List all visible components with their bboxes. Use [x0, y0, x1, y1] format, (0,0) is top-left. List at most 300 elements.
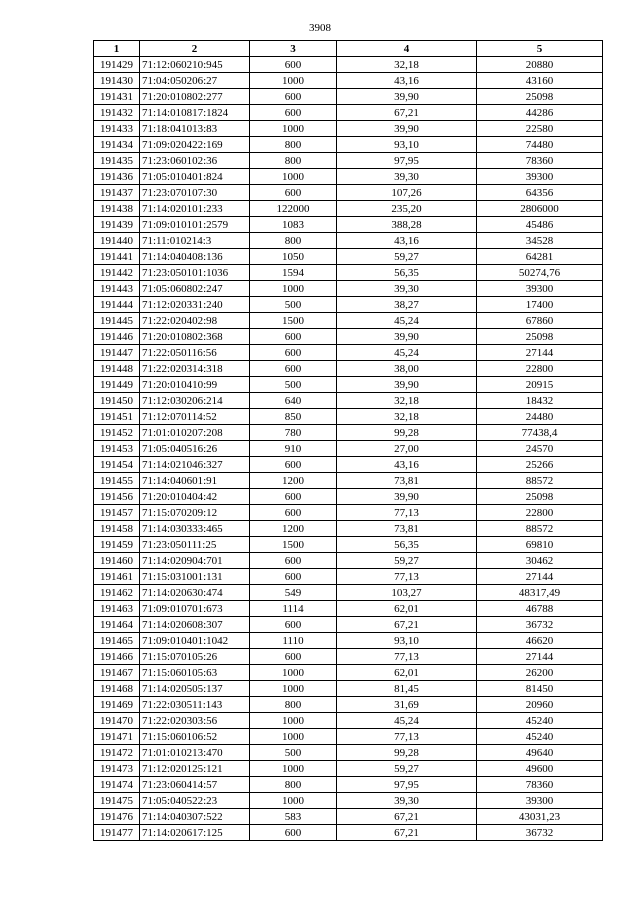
rate-cell: 77,13: [337, 649, 477, 665]
cadastral-number-cell: 71:23:050111:25: [140, 537, 250, 553]
rate-cell: 39,30: [337, 793, 477, 809]
cadastral-number-cell: 71:14:020101:233: [140, 201, 250, 217]
row-number-cell: 191462: [94, 585, 140, 601]
row-number-cell: 191476: [94, 809, 140, 825]
value-cell: 22800: [477, 361, 603, 377]
column-header-4: 4: [337, 41, 477, 57]
table-body: [94, 57, 603, 841]
table-row: [94, 169, 603, 185]
rate-cell: 32,18: [337, 409, 477, 425]
value-cell: 69810: [477, 537, 603, 553]
area-cell: 1000: [250, 729, 337, 745]
cadastral-number-cell: 71:14:020617:125: [140, 825, 250, 841]
cadastral-number-cell: 71:05:040522:23: [140, 793, 250, 809]
row-number-cell: 191461: [94, 569, 140, 585]
rate-cell: 39,90: [337, 489, 477, 505]
table-row: [94, 457, 603, 473]
table-row: [94, 521, 603, 537]
table-row: [94, 505, 603, 521]
area-cell: 1000: [250, 681, 337, 697]
area-cell: 600: [250, 57, 337, 73]
row-number-cell: 191456: [94, 489, 140, 505]
table-row: [94, 809, 603, 825]
rate-cell: 67,21: [337, 617, 477, 633]
table-row: [94, 729, 603, 745]
area-cell: 640: [250, 393, 337, 409]
table-row: [94, 345, 603, 361]
table-row: [94, 361, 603, 377]
table-row: [94, 217, 603, 233]
table-row: [94, 297, 603, 313]
area-cell: 549: [250, 585, 337, 601]
row-number-cell: 191433: [94, 121, 140, 137]
rate-cell: 73,81: [337, 473, 477, 489]
value-cell: 45240: [477, 713, 603, 729]
cadastral-number-cell: 71:15:070105:26: [140, 649, 250, 665]
area-cell: 1000: [250, 713, 337, 729]
value-cell: 78360: [477, 153, 603, 169]
rate-cell: 93,10: [337, 633, 477, 649]
row-number-cell: 191465: [94, 633, 140, 649]
rate-cell: 103,27: [337, 585, 477, 601]
area-cell: 1000: [250, 281, 337, 297]
table-row: [94, 617, 603, 633]
rate-cell: 93,10: [337, 137, 477, 153]
cadastral-number-cell: 71:20:010802:368: [140, 329, 250, 345]
cadastral-number-cell: 71:12:020331:240: [140, 297, 250, 313]
table-row: [94, 745, 603, 761]
rate-cell: 59,27: [337, 553, 477, 569]
table-row: [94, 777, 603, 793]
cadastral-number-cell: 71:05:010401:824: [140, 169, 250, 185]
rate-cell: 27,00: [337, 441, 477, 457]
value-cell: 30462: [477, 553, 603, 569]
cadastral-number-cell: 71:15:031001:131: [140, 569, 250, 585]
row-number-cell: 191442: [94, 265, 140, 281]
area-cell: 122000: [250, 201, 337, 217]
rate-cell: 235,20: [337, 201, 477, 217]
value-cell: 88572: [477, 473, 603, 489]
cadastral-number-cell: 71:01:010207:208: [140, 425, 250, 441]
value-cell: 25098: [477, 329, 603, 345]
table-row: [94, 121, 603, 137]
value-cell: 24480: [477, 409, 603, 425]
area-cell: 800: [250, 697, 337, 713]
cadastral-number-cell: 71:20:010802:277: [140, 89, 250, 105]
cadastral-number-cell: 71:05:040516:26: [140, 441, 250, 457]
table-row: [94, 441, 603, 457]
cadastral-number-cell: 71:14:020608:307: [140, 617, 250, 633]
rate-cell: 77,13: [337, 729, 477, 745]
row-number-cell: 191443: [94, 281, 140, 297]
value-cell: 48317,49: [477, 585, 603, 601]
table-row: [94, 185, 603, 201]
row-number-cell: 191466: [94, 649, 140, 665]
table-row: [94, 633, 603, 649]
rate-cell: 99,28: [337, 425, 477, 441]
table-row: [94, 329, 603, 345]
row-number-cell: 191435: [94, 153, 140, 169]
rate-cell: 62,01: [337, 601, 477, 617]
cadastral-number-cell: 71:15:060106:52: [140, 729, 250, 745]
row-number-cell: 191432: [94, 105, 140, 121]
value-cell: 39300: [477, 169, 603, 185]
area-cell: 600: [250, 105, 337, 121]
value-cell: 39300: [477, 793, 603, 809]
value-cell: 67860: [477, 313, 603, 329]
row-number-cell: 191438: [94, 201, 140, 217]
rate-cell: 59,27: [337, 761, 477, 777]
area-cell: 800: [250, 777, 337, 793]
column-header-5: 5: [477, 41, 603, 57]
table-row: [94, 585, 603, 601]
cadastral-number-cell: 71:14:020505:137: [140, 681, 250, 697]
table-row: [94, 425, 603, 441]
column-header-3: 3: [250, 41, 337, 57]
row-number-cell: 191452: [94, 425, 140, 441]
row-number-cell: 191441: [94, 249, 140, 265]
rate-cell: 77,13: [337, 569, 477, 585]
area-cell: 600: [250, 649, 337, 665]
rate-cell: 97,95: [337, 777, 477, 793]
table-row: [94, 825, 603, 841]
value-cell: 36732: [477, 825, 603, 841]
table-row: [94, 537, 603, 553]
table-row: [94, 697, 603, 713]
row-number-cell: 191440: [94, 233, 140, 249]
row-number-cell: 191434: [94, 137, 140, 153]
area-cell: 800: [250, 137, 337, 153]
rate-cell: 32,18: [337, 393, 477, 409]
rate-cell: 31,69: [337, 697, 477, 713]
page-number: 3908: [309, 22, 331, 34]
rate-cell: 67,21: [337, 809, 477, 825]
row-number-cell: 191430: [94, 73, 140, 89]
table-row: [94, 393, 603, 409]
area-cell: 1000: [250, 121, 337, 137]
table-row: [94, 665, 603, 681]
area-cell: 600: [250, 329, 337, 345]
value-cell: 50274,76: [477, 265, 603, 281]
row-number-cell: 191463: [94, 601, 140, 617]
table-row: [94, 377, 603, 393]
value-cell: 27144: [477, 345, 603, 361]
rate-cell: 43,16: [337, 233, 477, 249]
rate-cell: 39,30: [337, 169, 477, 185]
rate-cell: 67,21: [337, 105, 477, 121]
rate-cell: 39,90: [337, 329, 477, 345]
cadastral-number-cell: 71:18:041013:83: [140, 121, 250, 137]
area-cell: 1000: [250, 665, 337, 681]
rate-cell: 39,90: [337, 121, 477, 137]
area-cell: 850: [250, 409, 337, 425]
table-row: [94, 249, 603, 265]
cadastral-number-cell: 71:22:020402:98: [140, 313, 250, 329]
rate-cell: 45,24: [337, 313, 477, 329]
area-cell: 600: [250, 89, 337, 105]
value-cell: 2806000: [477, 201, 603, 217]
cadastral-number-cell: 71:14:040307:522: [140, 809, 250, 825]
area-cell: 780: [250, 425, 337, 441]
table-row: [94, 57, 603, 73]
cadastral-number-cell: 71:12:030206:214: [140, 393, 250, 409]
rate-cell: 107,26: [337, 185, 477, 201]
row-number-cell: 191472: [94, 745, 140, 761]
value-cell: 36732: [477, 617, 603, 633]
row-number-cell: 191448: [94, 361, 140, 377]
row-number-cell: 191468: [94, 681, 140, 697]
rate-cell: 38,27: [337, 297, 477, 313]
cadastral-number-cell: 71:04:050206:27: [140, 73, 250, 89]
value-cell: 44286: [477, 105, 603, 121]
value-cell: 45240: [477, 729, 603, 745]
cadastral-number-cell: 71:22:020314:318: [140, 361, 250, 377]
cadastral-number-cell: 71:14:020904:701: [140, 553, 250, 569]
row-number-cell: 191457: [94, 505, 140, 521]
row-number-cell: 191429: [94, 57, 140, 73]
area-cell: 600: [250, 457, 337, 473]
area-cell: 800: [250, 233, 337, 249]
area-cell: 600: [250, 185, 337, 201]
area-cell: 1000: [250, 793, 337, 809]
value-cell: 34528: [477, 233, 603, 249]
area-cell: 1000: [250, 169, 337, 185]
table-row: [94, 73, 603, 89]
table-row: [94, 137, 603, 153]
area-cell: 600: [250, 505, 337, 521]
area-cell: 1594: [250, 265, 337, 281]
table-row: [94, 553, 603, 569]
area-cell: 600: [250, 617, 337, 633]
row-number-cell: 191451: [94, 409, 140, 425]
cadastral-number-cell: 71:14:020630:474: [140, 585, 250, 601]
rate-cell: 38,00: [337, 361, 477, 377]
row-number-cell: 191454: [94, 457, 140, 473]
rate-cell: 45,24: [337, 345, 477, 361]
row-number-cell: 191475: [94, 793, 140, 809]
cadastral-number-cell: 71:22:020303:56: [140, 713, 250, 729]
value-cell: 25098: [477, 89, 603, 105]
table-row: [94, 281, 603, 297]
row-number-cell: 191469: [94, 697, 140, 713]
value-cell: 46620: [477, 633, 603, 649]
area-cell: 600: [250, 345, 337, 361]
area-cell: 600: [250, 569, 337, 585]
table-row: [94, 105, 603, 121]
value-cell: 22580: [477, 121, 603, 137]
cadastral-number-cell: 71:09:010701:673: [140, 601, 250, 617]
table-row: [94, 761, 603, 777]
rate-cell: 62,01: [337, 665, 477, 681]
rate-cell: 81,45: [337, 681, 477, 697]
area-cell: 800: [250, 153, 337, 169]
value-cell: 64281: [477, 249, 603, 265]
table-row: [94, 233, 603, 249]
rate-cell: 56,35: [337, 537, 477, 553]
area-cell: 910: [250, 441, 337, 457]
rate-cell: 73,81: [337, 521, 477, 537]
rate-cell: 39,90: [337, 377, 477, 393]
cadastral-number-cell: 71:09:010101:2579: [140, 217, 250, 233]
row-number-cell: 191447: [94, 345, 140, 361]
value-cell: 22800: [477, 505, 603, 521]
rate-cell: 39,90: [337, 89, 477, 105]
cadastral-number-cell: 71:23:070107:30: [140, 185, 250, 201]
value-cell: 78360: [477, 777, 603, 793]
rate-cell: 56,35: [337, 265, 477, 281]
value-cell: 20880: [477, 57, 603, 73]
table-row: [94, 473, 603, 489]
value-cell: 74480: [477, 137, 603, 153]
value-cell: 77438,4: [477, 425, 603, 441]
row-number-cell: 191459: [94, 537, 140, 553]
rate-cell: 77,13: [337, 505, 477, 521]
row-number-cell: 191450: [94, 393, 140, 409]
rate-cell: 45,24: [337, 713, 477, 729]
value-cell: 43160: [477, 73, 603, 89]
cadastral-number-cell: 71:14:021046:327: [140, 457, 250, 473]
area-cell: 1110: [250, 633, 337, 649]
area-cell: 1083: [250, 217, 337, 233]
table-row: [94, 649, 603, 665]
area-cell: 1000: [250, 761, 337, 777]
rate-cell: 43,16: [337, 457, 477, 473]
table-row: [94, 793, 603, 809]
row-number-cell: 191455: [94, 473, 140, 489]
cadastral-number-cell: 71:20:010410:99: [140, 377, 250, 393]
column-header-2: 2: [140, 41, 250, 57]
value-cell: 26200: [477, 665, 603, 681]
row-number-cell: 191471: [94, 729, 140, 745]
table-row: [94, 265, 603, 281]
area-cell: 1200: [250, 521, 337, 537]
value-cell: 81450: [477, 681, 603, 697]
row-number-cell: 191453: [94, 441, 140, 457]
row-number-cell: 191470: [94, 713, 140, 729]
cadastral-number-cell: 71:09:020422:169: [140, 137, 250, 153]
area-cell: 600: [250, 361, 337, 377]
value-cell: 64356: [477, 185, 603, 201]
row-number-cell: 191437: [94, 185, 140, 201]
table-row: [94, 89, 603, 105]
table-row: [94, 201, 603, 217]
column-header-1: 1: [94, 41, 140, 57]
row-number-cell: 191444: [94, 297, 140, 313]
area-cell: 1500: [250, 537, 337, 553]
area-cell: 1114: [250, 601, 337, 617]
value-cell: 88572: [477, 521, 603, 537]
table-row: [94, 569, 603, 585]
cadastral-number-cell: 71:09:010401:1042: [140, 633, 250, 649]
cadastral-number-cell: 71:23:060102:36: [140, 153, 250, 169]
area-cell: 1050: [250, 249, 337, 265]
value-cell: 43031,23: [477, 809, 603, 825]
table-row: [94, 489, 603, 505]
table-row: [94, 153, 603, 169]
rate-cell: 67,21: [337, 825, 477, 841]
table-row: [94, 313, 603, 329]
row-number-cell: 191464: [94, 617, 140, 633]
value-cell: 20915: [477, 377, 603, 393]
rate-cell: 43,16: [337, 73, 477, 89]
value-cell: 24570: [477, 441, 603, 457]
row-number-cell: 191431: [94, 89, 140, 105]
area-cell: 600: [250, 489, 337, 505]
cadastral-number-cell: 71:23:060414:57: [140, 777, 250, 793]
land-plot-table: [93, 40, 603, 841]
cadastral-number-cell: 71:11:010214:3: [140, 233, 250, 249]
value-cell: 18432: [477, 393, 603, 409]
value-cell: 25266: [477, 457, 603, 473]
cadastral-number-cell: 71:22:030511:143: [140, 697, 250, 713]
cadastral-number-cell: 71:14:040601:91: [140, 473, 250, 489]
area-cell: 583: [250, 809, 337, 825]
area-cell: 1200: [250, 473, 337, 489]
cadastral-number-cell: 71:15:070209:12: [140, 505, 250, 521]
cadastral-number-cell: 71:20:010404:42: [140, 489, 250, 505]
row-number-cell: 191467: [94, 665, 140, 681]
value-cell: 27144: [477, 649, 603, 665]
cadastral-number-cell: 71:14:010817:1824: [140, 105, 250, 121]
cadastral-number-cell: 71:22:050116:56: [140, 345, 250, 361]
value-cell: 39300: [477, 281, 603, 297]
value-cell: 46788: [477, 601, 603, 617]
value-cell: 27144: [477, 569, 603, 585]
cadastral-number-cell: 71:14:040408:136: [140, 249, 250, 265]
value-cell: 17400: [477, 297, 603, 313]
value-cell: 49600: [477, 761, 603, 777]
row-number-cell: 191436: [94, 169, 140, 185]
area-cell: 500: [250, 297, 337, 313]
table-row: [94, 601, 603, 617]
cadastral-number-cell: 71:01:010213:470: [140, 745, 250, 761]
rate-cell: 32,18: [337, 57, 477, 73]
area-cell: 600: [250, 553, 337, 569]
cadastral-number-cell: 71:05:060802:247: [140, 281, 250, 297]
cadastral-number-cell: 71:14:030333:465: [140, 521, 250, 537]
rate-cell: 39,30: [337, 281, 477, 297]
table-row: [94, 409, 603, 425]
row-number-cell: 191439: [94, 217, 140, 233]
rate-cell: 388,28: [337, 217, 477, 233]
table-header-row: [94, 41, 603, 57]
row-number-cell: 191446: [94, 329, 140, 345]
table-row: [94, 681, 603, 697]
rate-cell: 99,28: [337, 745, 477, 761]
value-cell: 49640: [477, 745, 603, 761]
row-number-cell: 191477: [94, 825, 140, 841]
area-cell: 500: [250, 745, 337, 761]
area-cell: 500: [250, 377, 337, 393]
row-number-cell: 191474: [94, 777, 140, 793]
area-cell: 600: [250, 825, 337, 841]
row-number-cell: 191460: [94, 553, 140, 569]
cadastral-number-cell: 71:23:050101:1036: [140, 265, 250, 281]
row-number-cell: 191473: [94, 761, 140, 777]
row-number-cell: 191458: [94, 521, 140, 537]
area-cell: 1500: [250, 313, 337, 329]
rate-cell: 97,95: [337, 153, 477, 169]
cadastral-number-cell: 71:12:020125:121: [140, 761, 250, 777]
rate-cell: 59,27: [337, 249, 477, 265]
cadastral-number-cell: 71:12:060210:945: [140, 57, 250, 73]
value-cell: 25098: [477, 489, 603, 505]
area-cell: 1000: [250, 73, 337, 89]
cadastral-number-cell: 71:12:070114:52: [140, 409, 250, 425]
value-cell: 20960: [477, 697, 603, 713]
row-number-cell: 191449: [94, 377, 140, 393]
cadastral-number-cell: 71:15:060105:63: [140, 665, 250, 681]
